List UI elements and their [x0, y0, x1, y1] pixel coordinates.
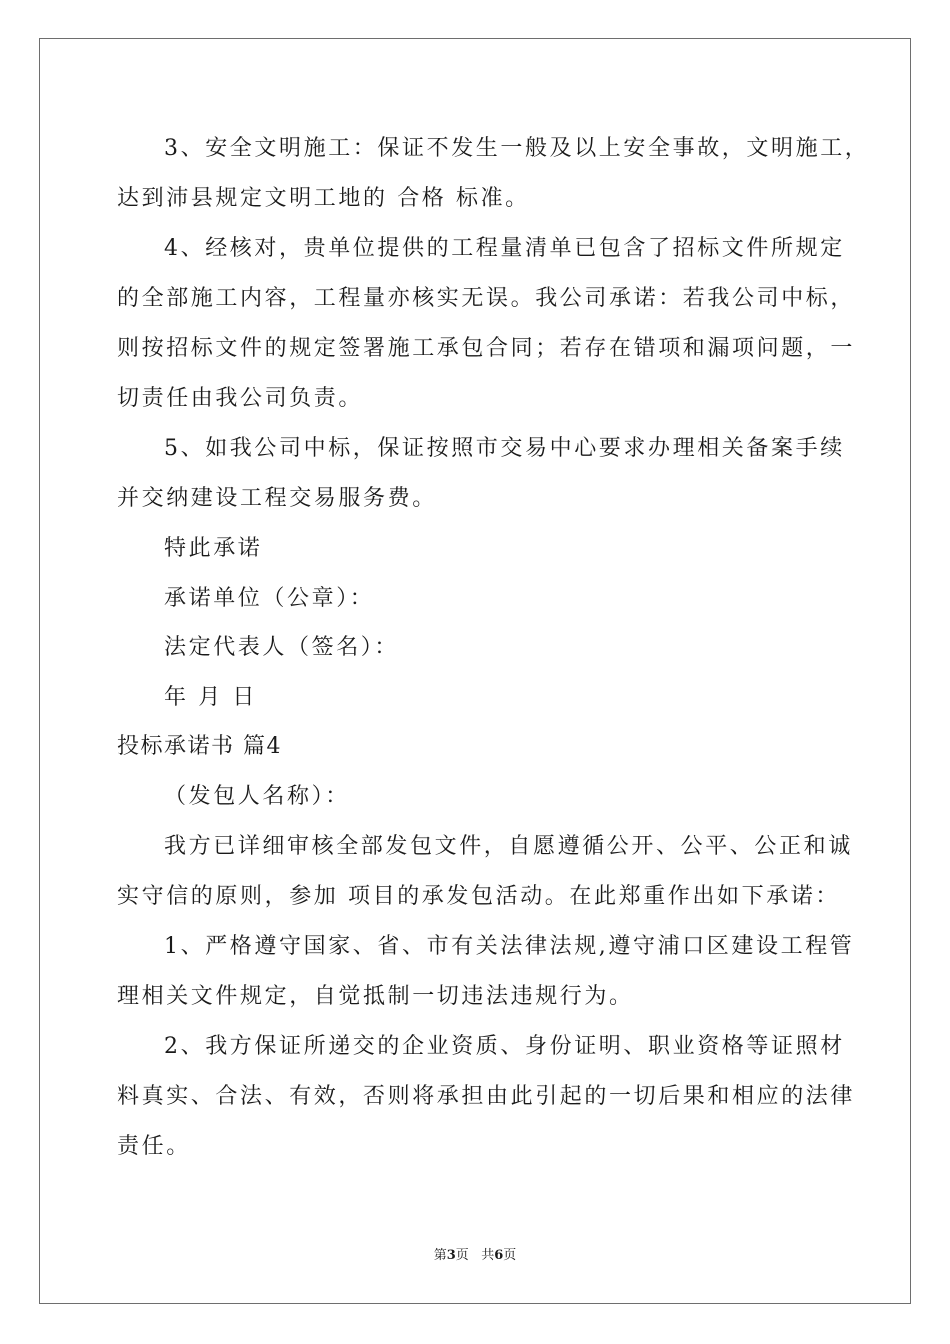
legal-representative-label: 法定代表人（签名）： [164, 635, 400, 660]
footer-prefix: 第 [433, 1248, 447, 1263]
paragraph-line: 3、安全文明施工：保证不发生一般及以上安全事故，文明施工， [164, 136, 870, 161]
paragraph-line: 1、严格遵守国家、省、市有关法律法规,遵守浦口区建设工程管 [164, 934, 855, 959]
paragraph-line: 我方已详细审核全部发包文件，自愿遵循公开、公平、公正和诚 [164, 834, 853, 859]
paragraph-line: 理相关文件规定，自觉抵制一切违法违规行为。 [117, 984, 634, 1009]
paragraph-line: 的全部施工内容，工程量亦核实无误。我公司承诺：若我公司中标， [117, 286, 856, 311]
footer-suffix: 页 [503, 1248, 517, 1263]
total-pages-number: 6 [494, 1248, 504, 1263]
page-border [39, 38, 911, 1304]
paragraph-line: 切责任由我公司负责。 [117, 386, 364, 411]
paragraph-line: 4、经核对，贵单位提供的工程量清单已包含了招标文件所规定 [164, 236, 845, 261]
paragraph-line: 则按招标文件的规定签署施工承包合同；若存在错项和漏项问题，一 [117, 336, 856, 361]
page-footer [0, 1248, 950, 1264]
signature-unit-label: 承诺单位（公章）： [164, 586, 375, 611]
date-label: 年 月 日 [164, 685, 257, 710]
paragraph-line: 实守信的原则，参加 项目的承发包活动。在此郑重作出如下承诺： [117, 884, 840, 909]
section-title: 投标承诺书 篇4 [117, 734, 282, 759]
paragraph-line: 并交纳建设工程交易服务费。 [117, 486, 437, 511]
paragraph-line: 料真实、合法、有效，否则将承担由此引起的一切后果和相应的法律 [117, 1084, 856, 1109]
paragraph-line: 达到沛县规定文明工地的 合格 标准。 [117, 186, 530, 211]
closing-statement: 特此承诺 [164, 536, 263, 561]
recipient-line: （发包人名称）： [164, 784, 350, 809]
footer-middle: 页 共 [455, 1248, 495, 1263]
paragraph-line: 5、如我公司中标，保证按照市交易中心要求办理相关备案手续 [164, 436, 845, 461]
paragraph-line: 责任。 [117, 1134, 191, 1159]
current-page-number: 3 [446, 1248, 456, 1263]
paragraph-line: 2、我方保证所递交的企业资质、身份证明、职业资格等证照材 [164, 1034, 845, 1059]
